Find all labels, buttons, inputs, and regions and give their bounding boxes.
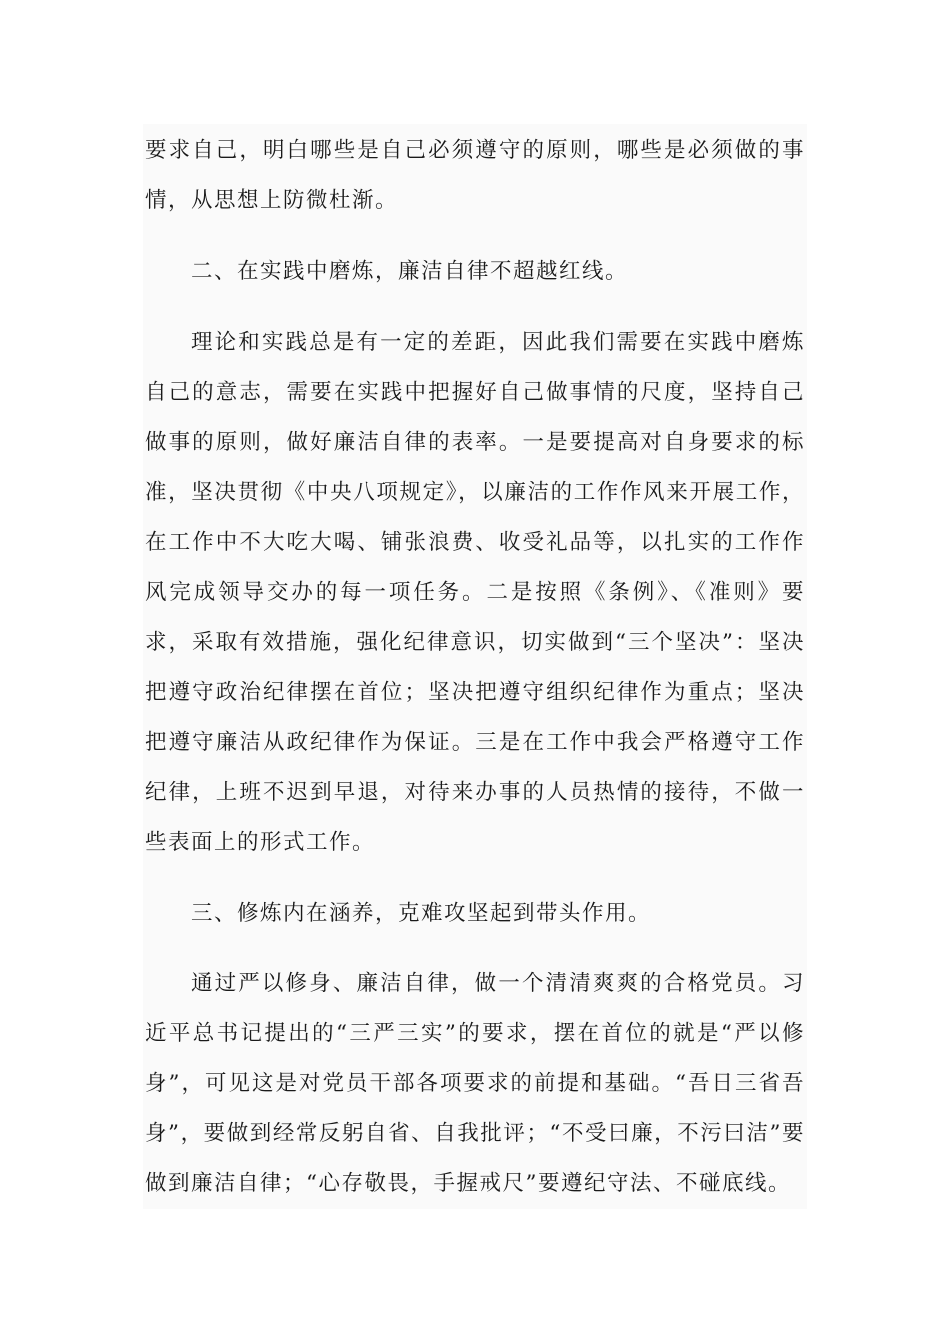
paragraph-self-cultivation: 通过严以修身、廉洁自律，做一个清清爽爽的合格党员。习近平总书记提出的“三严三实”的要求，摆在首位的就是“严以修身”，可见这是对党员干部各项要求的前提和基础。“吾日三省吾身”，要做到经常反躬自省、自我批评；“不受曰廉，不污曰洁”要做到廉洁自律；“心存敬畏，手握戒尺”要遵纪守法、不碰底线。 <box>145 971 805 1196</box>
section-heading-two: 二、在实践中磨炼，廉洁自律不超越红线。 <box>191 259 629 284</box>
section-heading-three: 三、修炼内在涵养，克难攻坚起到带头作用。 <box>191 901 652 926</box>
paragraph-practice: 理论和实践总是有一定的差距，因此我们需要在实践中磨炼自己的意志，需要在实践中把握好自己做事情的尺度，坚持自己做事的原则，做好廉洁自律的表率。一是要提高对自身要求的标准，坚决贯彻《中央八项规定》，以廉洁的工作作风来开展工作，在工作中不大吃大喝、铺张浪费、收受礼品等，以扎实的工作作风完成领导交办的每一项任务。二是按照《条例》、《准则》要求，采取有效措施，强化纪律意识，切实做到“三个坚决”：坚决把遵守政治纪律摆在首位；坚决把遵守组织纪律作为重点；坚决把遵守廉洁从政纪律作为保证。三是在工作中我会严格遵守工作纪律，上班不迟到早退，对待来办事的人员热情的接待，不做一些表面上的形式工作。 <box>145 330 805 855</box>
paragraph-continuation: 要求自己，明白哪些是自己必须遵守的原则，哪些是必须做的事情，从思想上防微杜渐。 <box>145 138 805 213</box>
